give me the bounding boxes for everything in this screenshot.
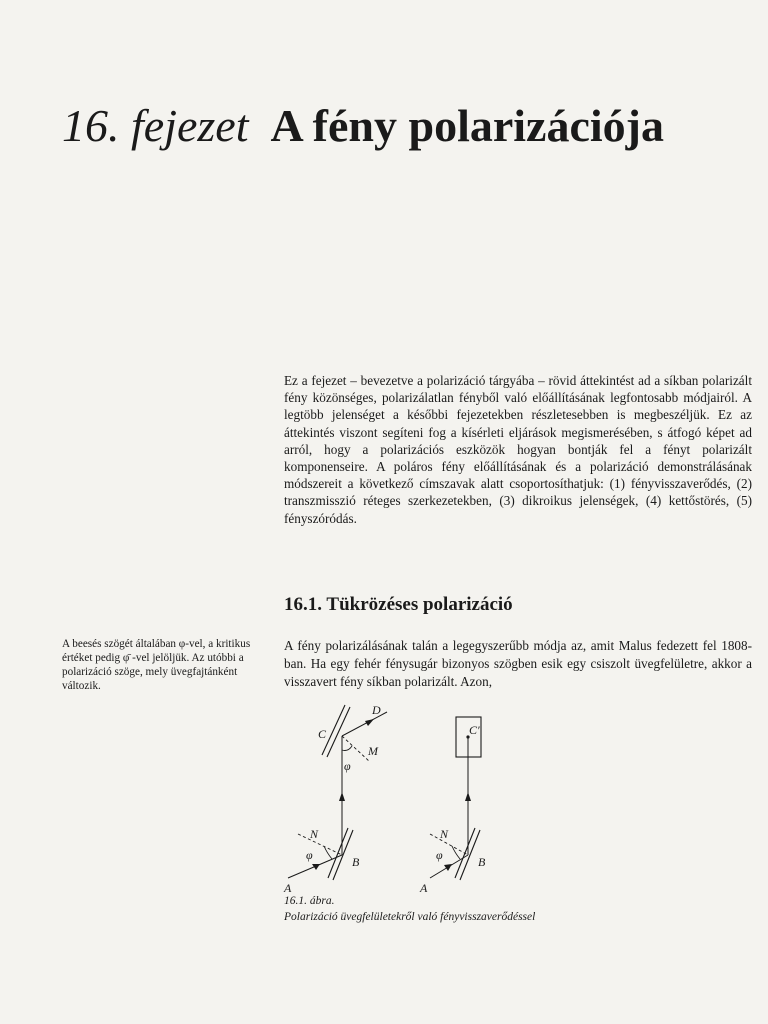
figure-caption: Polarizáció üvegfelületekről való fényvisszaverődéssel — [284, 911, 536, 923]
right-label-phi: φ — [436, 848, 443, 862]
right-label-a: A — [420, 881, 428, 895]
left-vertical-arrow — [339, 792, 345, 801]
left-apparatus — [288, 705, 387, 880]
right-label-c-prime: C′ — [469, 723, 480, 737]
left-plate-c-edge2 — [327, 707, 350, 757]
left-label-phi-bottom: φ — [306, 848, 313, 862]
left-label-m: M — [368, 744, 378, 758]
left-label-n: N — [310, 827, 319, 841]
left-normal-n — [298, 834, 342, 855]
margin-note: A beesés szögét általában φ-vel, a kritikus értéket pedig φ̄ -vel jelöljük. Az utóbbi a polarizáció szöge, mely üvegfajtánként változik. — [62, 638, 251, 692]
right-incident-arrow — [444, 864, 452, 871]
right-label-n: N — [440, 827, 449, 841]
chapter-title — [62, 96, 742, 156]
section-heading: 16.1. Tükrözéses polarizáció — [284, 594, 513, 615]
left-angle-arc-top — [342, 746, 352, 751]
figure-diagram — [270, 700, 530, 900]
chapter-name: A fény polarizációja — [270, 100, 664, 151]
left-label-c: C — [318, 727, 327, 741]
left-label-b: B — [352, 855, 360, 869]
right-plate-b-edge2 — [460, 830, 480, 880]
chapter-number: 16. fejezet — [62, 100, 249, 151]
section-body — [284, 637, 752, 691]
figure-number: 16.1. ábra. — [284, 895, 335, 907]
left-label-phi-top: φ — [344, 759, 351, 773]
left-label-a: A — [284, 881, 292, 895]
intro-paragraph — [284, 372, 752, 527]
left-reflected-arrow — [365, 719, 374, 726]
left-plate-b-edge2 — [333, 830, 353, 880]
right-vertical-arrow — [465, 792, 471, 801]
right-label-b: B — [478, 855, 486, 869]
section-body-text: A fény polarizálásának talán a legegyszerűbb módja az, amit Malus fedezett fel 1808-ban. Ha egy fehér fénysugár bizonyos szögben esik egy csiszolt üvegfelületre, akkor a visszavert fény síkban polarizált. Azon, — [284, 638, 752, 689]
figure-svg — [270, 700, 530, 900]
intro-text: Ez a fejezet – bevezetve a polarizáció tárgyába – rövid áttekintést ad a síkban polarizált fény közönséges, polarizálatlan fényből való előállításának legfontosabb módjairól. A legtöbb jelenséget a későbbi fejezetekben részletesebben is megbeszéljük. Ez az áttekintés viszont segíteni fog a kísérleti eljárások megismerésében, s átfogó képet ad arról, hogy a polarizációs eszközök hogyan bontják fel a fényt polarizált komponenseire. A poláros fény előállításának és a polarizáció demonstrálásának módszereit a következő címszavak alatt csoportosíthatjuk: (1) fényvisszaverődés, (2) transzmisszió réteges szerkezetekben, (3) dikroikus jelenségek, (4) kettőstörés, (5) fényszóródás. — [284, 373, 752, 526]
left-label-d: D — [372, 703, 381, 717]
